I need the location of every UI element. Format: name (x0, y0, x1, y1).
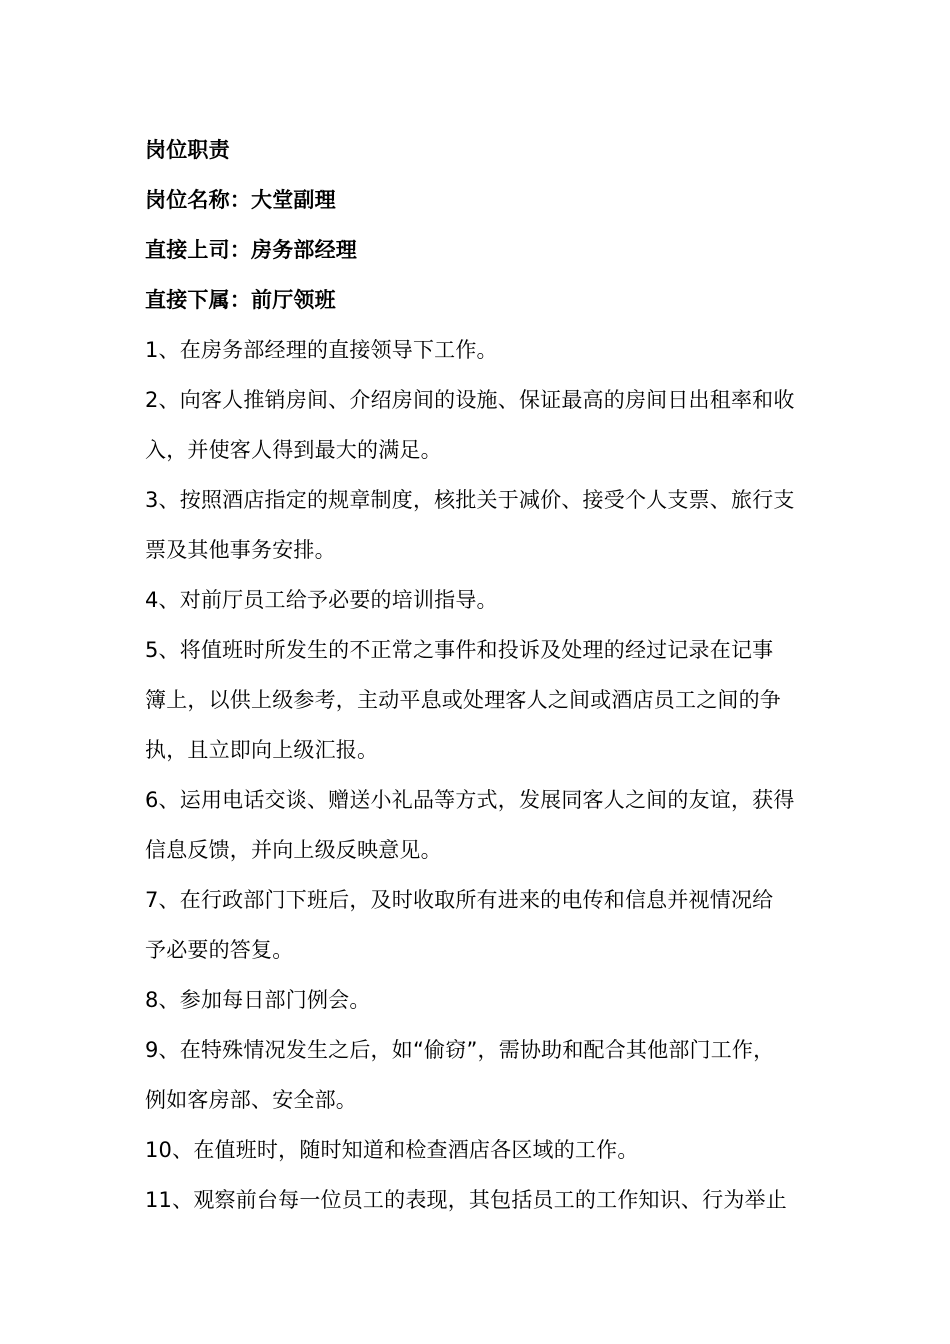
duty-item-8 (145, 975, 815, 1025)
duty-line: 予必要的答复。 (145, 938, 294, 962)
duty-line: 5、将值班时所发生的不正常之事件和投诉及处理的经过记录在记事 (145, 638, 774, 662)
duty-item-11 (145, 1175, 815, 1225)
duty-line: 例如客房部、安全部。 (145, 1088, 357, 1112)
duty-item-7 (145, 875, 815, 975)
duty-item-5 (145, 625, 815, 775)
duty-item-10 (145, 1125, 815, 1175)
duty-line: 10、在值班时，随时知道和检查酒店各区域的工作。 (145, 1138, 639, 1162)
duty-line: 簿上，以供上级参考，主动平息或处理客人之间或酒店员工之间的争 (145, 688, 781, 712)
duty-item-6 (145, 775, 815, 875)
document-body (145, 125, 815, 1225)
position-name: 岗位名称：大堂副理 (145, 188, 336, 212)
duty-line: 8、参加每日部门例会。 (145, 988, 371, 1012)
duty-line: 票及其他事务安排。 (145, 538, 336, 562)
duty-line: 2、向客人推销房间、介绍房间的设施、保证最高的房间日出租率和收 (145, 388, 795, 412)
duty-item-4 (145, 575, 815, 625)
duty-line: 4、对前厅员工给予必要的培训指导。 (145, 588, 498, 612)
duty-line: 9、在特殊情况发生之后，如“偷窃”，需协助和配合其他部门工作， (145, 1038, 775, 1062)
duty-line: 6、运用电话交谈、赠送小礼品等方式，发展同客人之间的友谊，获得 (145, 788, 795, 812)
direct-subordinate: 直接下属：前厅领班 (145, 288, 336, 312)
duty-line: 11、观察前台每一位员工的表现，其包括员工的工作知识、行为举止 (145, 1188, 787, 1212)
document-heading: 岗位职责 (145, 138, 230, 162)
duty-line: 7、在行政部门下班后，及时收取所有进来的电传和信息并视情况给 (145, 888, 774, 912)
duty-item-3 (145, 475, 815, 575)
duty-line: 3、按照酒店指定的规章制度，核批关于减价、接受个人支票、旅行支 (145, 488, 795, 512)
duty-line: 信息反馈，并向上级反映意见。 (145, 838, 442, 862)
duty-line: 执，且立即向上级汇报。 (145, 738, 379, 762)
direct-supervisor: 直接上司：房务部经理 (145, 238, 357, 262)
duty-item-9 (145, 1025, 815, 1125)
duty-line: 入，并使客人得到最大的满足。 (145, 438, 442, 462)
duty-item-2 (145, 375, 815, 475)
duty-item-1 (145, 325, 815, 375)
duty-line: 1、在房务部经理的直接领导下工作。 (145, 338, 498, 362)
